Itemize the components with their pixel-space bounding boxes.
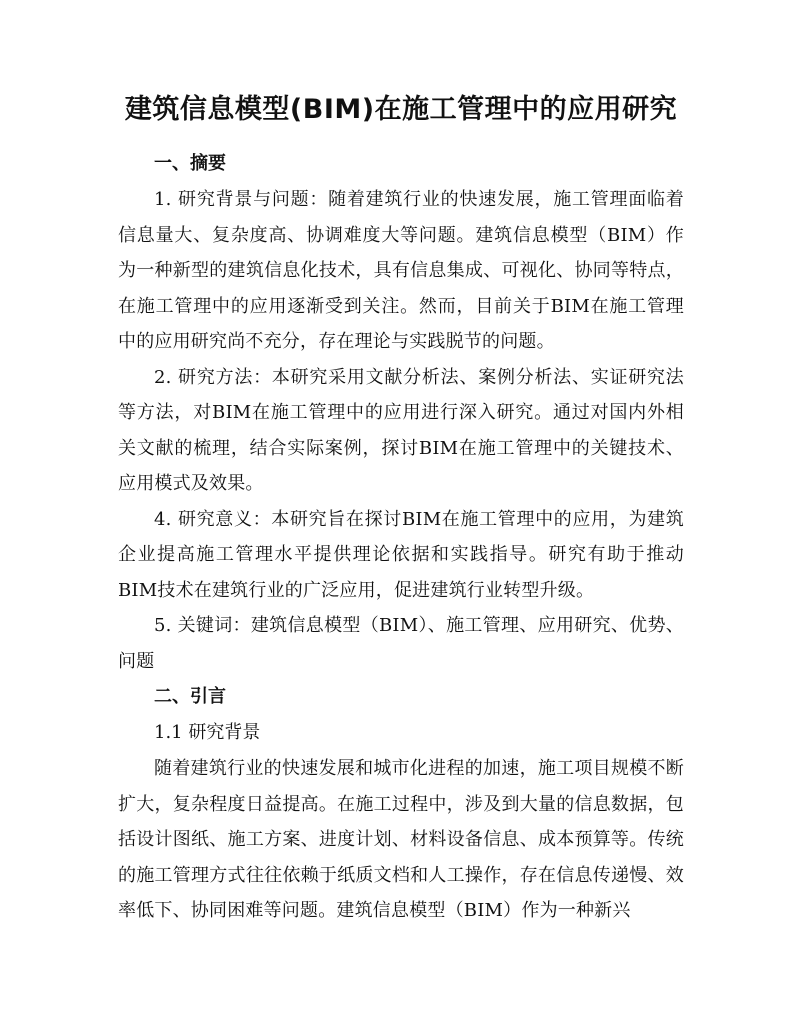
abstract-paragraph-method: 2. 研究方法：本研究采用文献分析法、案例分析法、实证研究法等方法，对BIM在施工管理中的应用进行深入研究。通过对国内外相关文献的梳理，结合实际案例，探讨BIM在施工管理中的关键技术、应用模式及效果。	[118, 366, 684, 494]
document-title: 建筑信息模型(BIM)在施工管理中的应用研究	[124, 94, 678, 125]
abstract-paragraph-keywords: 5. 关键词：建筑信息模型（BIM）、施工管理、应用研究、优势、问题	[118, 615, 684, 672]
document-page	[118, 88, 684, 929]
abstract-paragraph-background: 1. 研究背景与问题：随着建筑行业的快速发展，施工管理面临着信息量大、复杂度高、协调难度大等问题。建筑信息模型（BIM）作为一种新型的建筑信息化技术，具有信息集成、可视化、协同等特点，在施工管理中的应用逐渐受到关注。然而，目前关于BIM在施工管理中的应用研究尚不充分，存在理论与实践脱节的问题。	[118, 189, 684, 352]
abstract-section	[118, 146, 684, 679]
subsection-heading-background: 1.1 研究背景	[154, 722, 261, 743]
section-heading-introduction: 二、引言	[154, 686, 226, 707]
section-heading-abstract: 一、摘要	[154, 153, 226, 174]
introduction-paragraph: 随着建筑行业的快速发展和城市化进程的加速，施工项目规模不断扩大，复杂程度日益提高。在施工过程中，涉及到大量的信息数据，包括设计图纸、施工方案、进度计划、材料设备信息、成本预算等。传统的施工管理方式往往依赖于纸质文档和人工操作，存在信息传递慢、效率低下、协同困难等问题。建筑信息模型（BIM）作为一种新兴	[118, 758, 684, 921]
introduction-section	[118, 679, 684, 929]
abstract-paragraph-significance: 4. 研究意义：本研究旨在探讨BIM在施工管理中的应用，为建筑企业提高施工管理水平提供理论依据和实践指导。研究有助于推动BIM技术在建筑行业的广泛应用，促进建筑行业转型升级。	[118, 508, 684, 601]
